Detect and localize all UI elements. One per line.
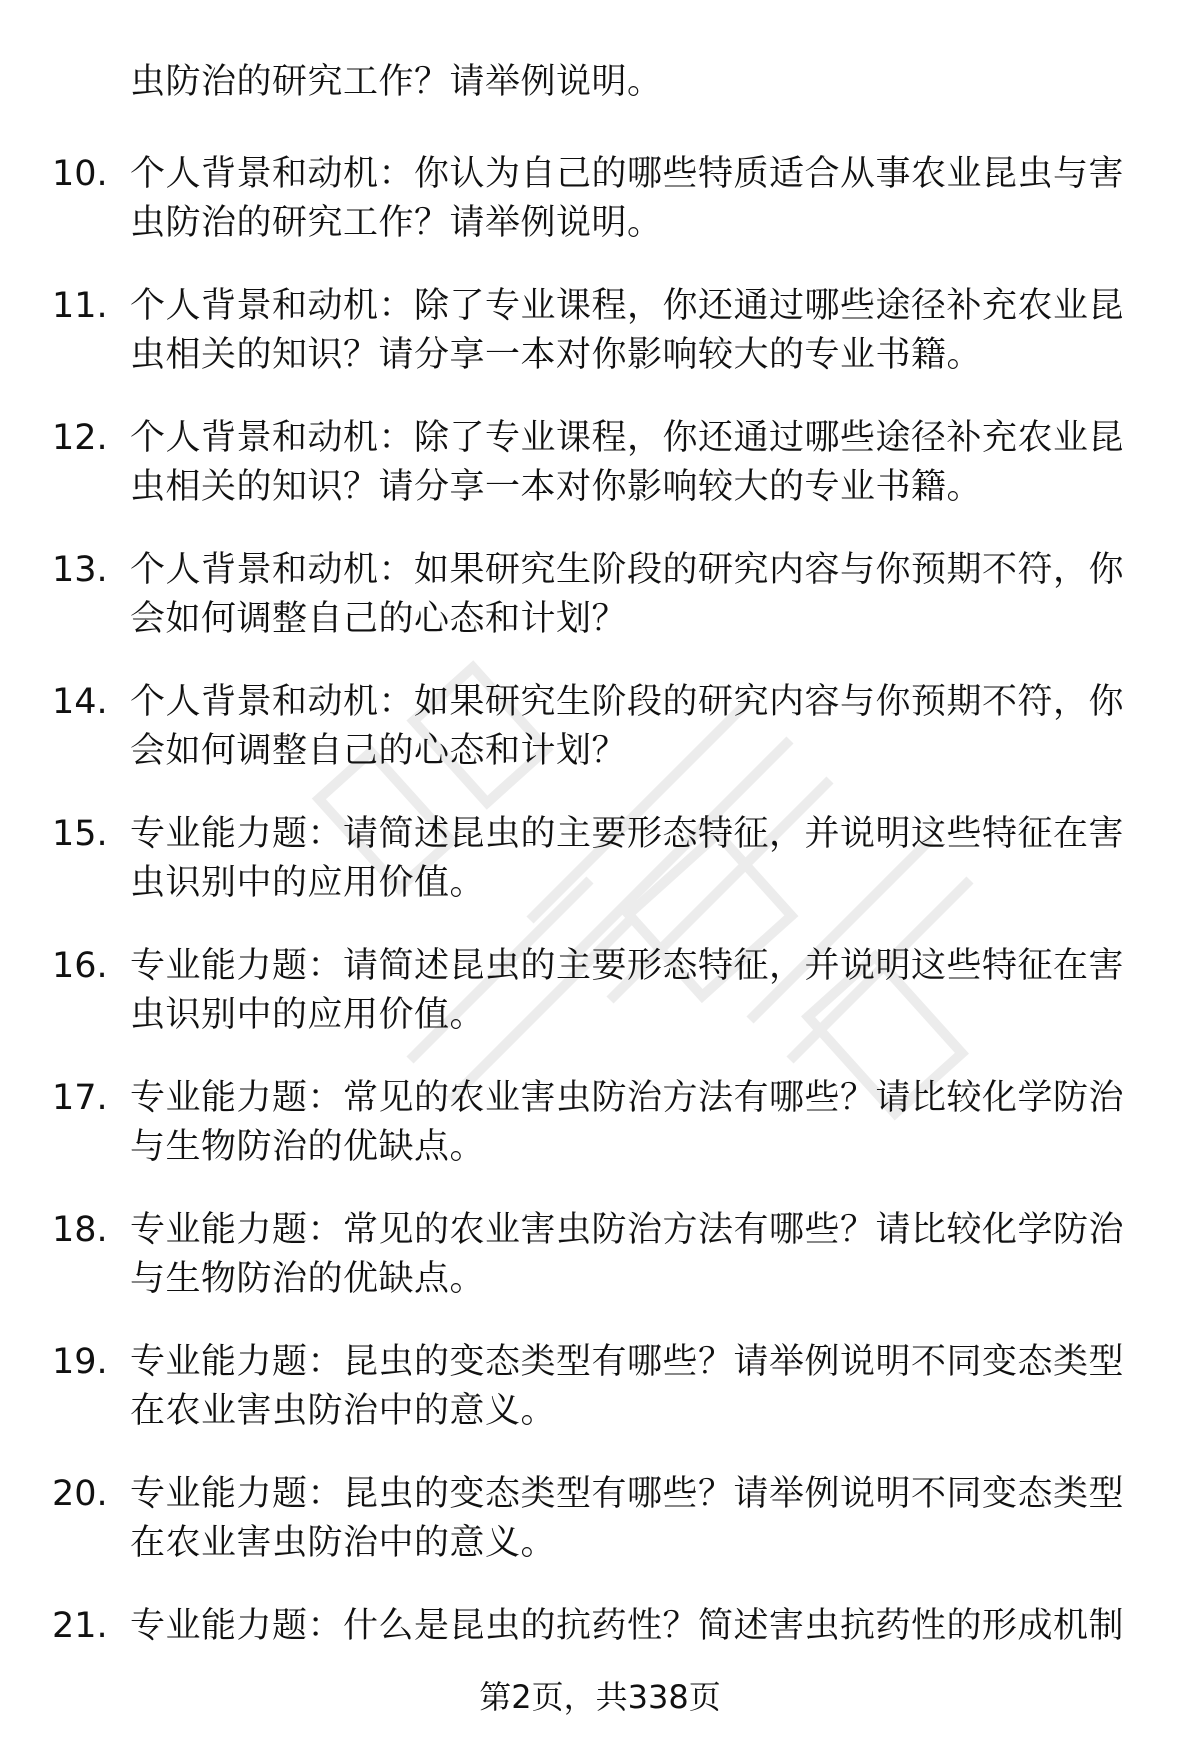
question-number: 10. xyxy=(52,154,108,194)
question-number: 15. xyxy=(52,814,108,854)
list-item xyxy=(0,1074,1200,1206)
question-number: 17. xyxy=(52,1078,108,1118)
question-text: 专业能力题：常见的农业害虫防治方法有哪些？请比较化学防治与生物防治的优缺点。 xyxy=(130,1210,1125,1299)
question-text: 个人背景和动机：你认为自己的哪些特质适合从事农业昆虫与害虫防治的研究工作？请举例说明。 xyxy=(130,154,1125,243)
page-footer: 第2页，共338页 xyxy=(479,1678,721,1716)
list-item xyxy=(0,414,1200,546)
list-item xyxy=(0,1206,1200,1338)
question-number: 16. xyxy=(52,946,108,986)
question-number: 12. xyxy=(52,418,108,458)
question-text: 个人背景和动机：如果研究生阶段的研究内容与你预期不符，你会如何调整自己的心态和计划？ xyxy=(130,682,1125,771)
list-item xyxy=(0,678,1200,810)
question-number: 11. xyxy=(52,286,108,326)
question-text: 专业能力题：常见的农业害虫防治方法有哪些？请比较化学防治与生物防治的优缺点。 xyxy=(130,1078,1125,1167)
question-number: 14. xyxy=(52,682,108,722)
continuation-text: 虫防治的研究工作？请举例说明。 xyxy=(130,62,663,102)
question-text: 专业能力题：什么是昆虫的抗药性？简述害虫抗药性的形成机制 xyxy=(130,1606,1125,1646)
list-item xyxy=(0,546,1200,678)
list-item xyxy=(0,150,1200,282)
question-number: 18. xyxy=(52,1210,108,1250)
question-text: 专业能力题：昆虫的变态类型有哪些？请举例说明不同变态类型在农业害虫防治中的意义。 xyxy=(130,1342,1125,1431)
list-item xyxy=(0,282,1200,414)
list-item xyxy=(0,1470,1200,1602)
question-text: 专业能力题：请简述昆虫的主要形态特征，并说明这些特征在害虫识别中的应用价值。 xyxy=(130,814,1125,903)
question-text: 个人背景和动机：除了专业课程，你还通过哪些途径补充农业昆虫相关的知识？请分享一本对你影响较大的专业书籍。 xyxy=(130,418,1125,507)
question-number: 21. xyxy=(52,1606,108,1646)
list-item xyxy=(0,810,1200,942)
question-text: 专业能力题：昆虫的变态类型有哪些？请举例说明不同变态类型在农业害虫防治中的意义。 xyxy=(130,1474,1125,1563)
list-item xyxy=(0,942,1200,1074)
question-number: 19. xyxy=(52,1342,108,1382)
question-text: 专业能力题：请简述昆虫的主要形态特征，并说明这些特征在害虫识别中的应用价值。 xyxy=(130,946,1125,1035)
question-text: 个人背景和动机：如果研究生阶段的研究内容与你预期不符，你会如何调整自己的心态和计划？ xyxy=(130,550,1125,639)
question-list xyxy=(0,150,1200,1734)
question-number: 20. xyxy=(52,1474,108,1514)
list-item xyxy=(0,1338,1200,1470)
question-number: 13. xyxy=(52,550,108,590)
question-text: 个人背景和动机：除了专业课程，你还通过哪些途径补充农业昆虫相关的知识？请分享一本对你影响较大的专业书籍。 xyxy=(130,286,1125,375)
